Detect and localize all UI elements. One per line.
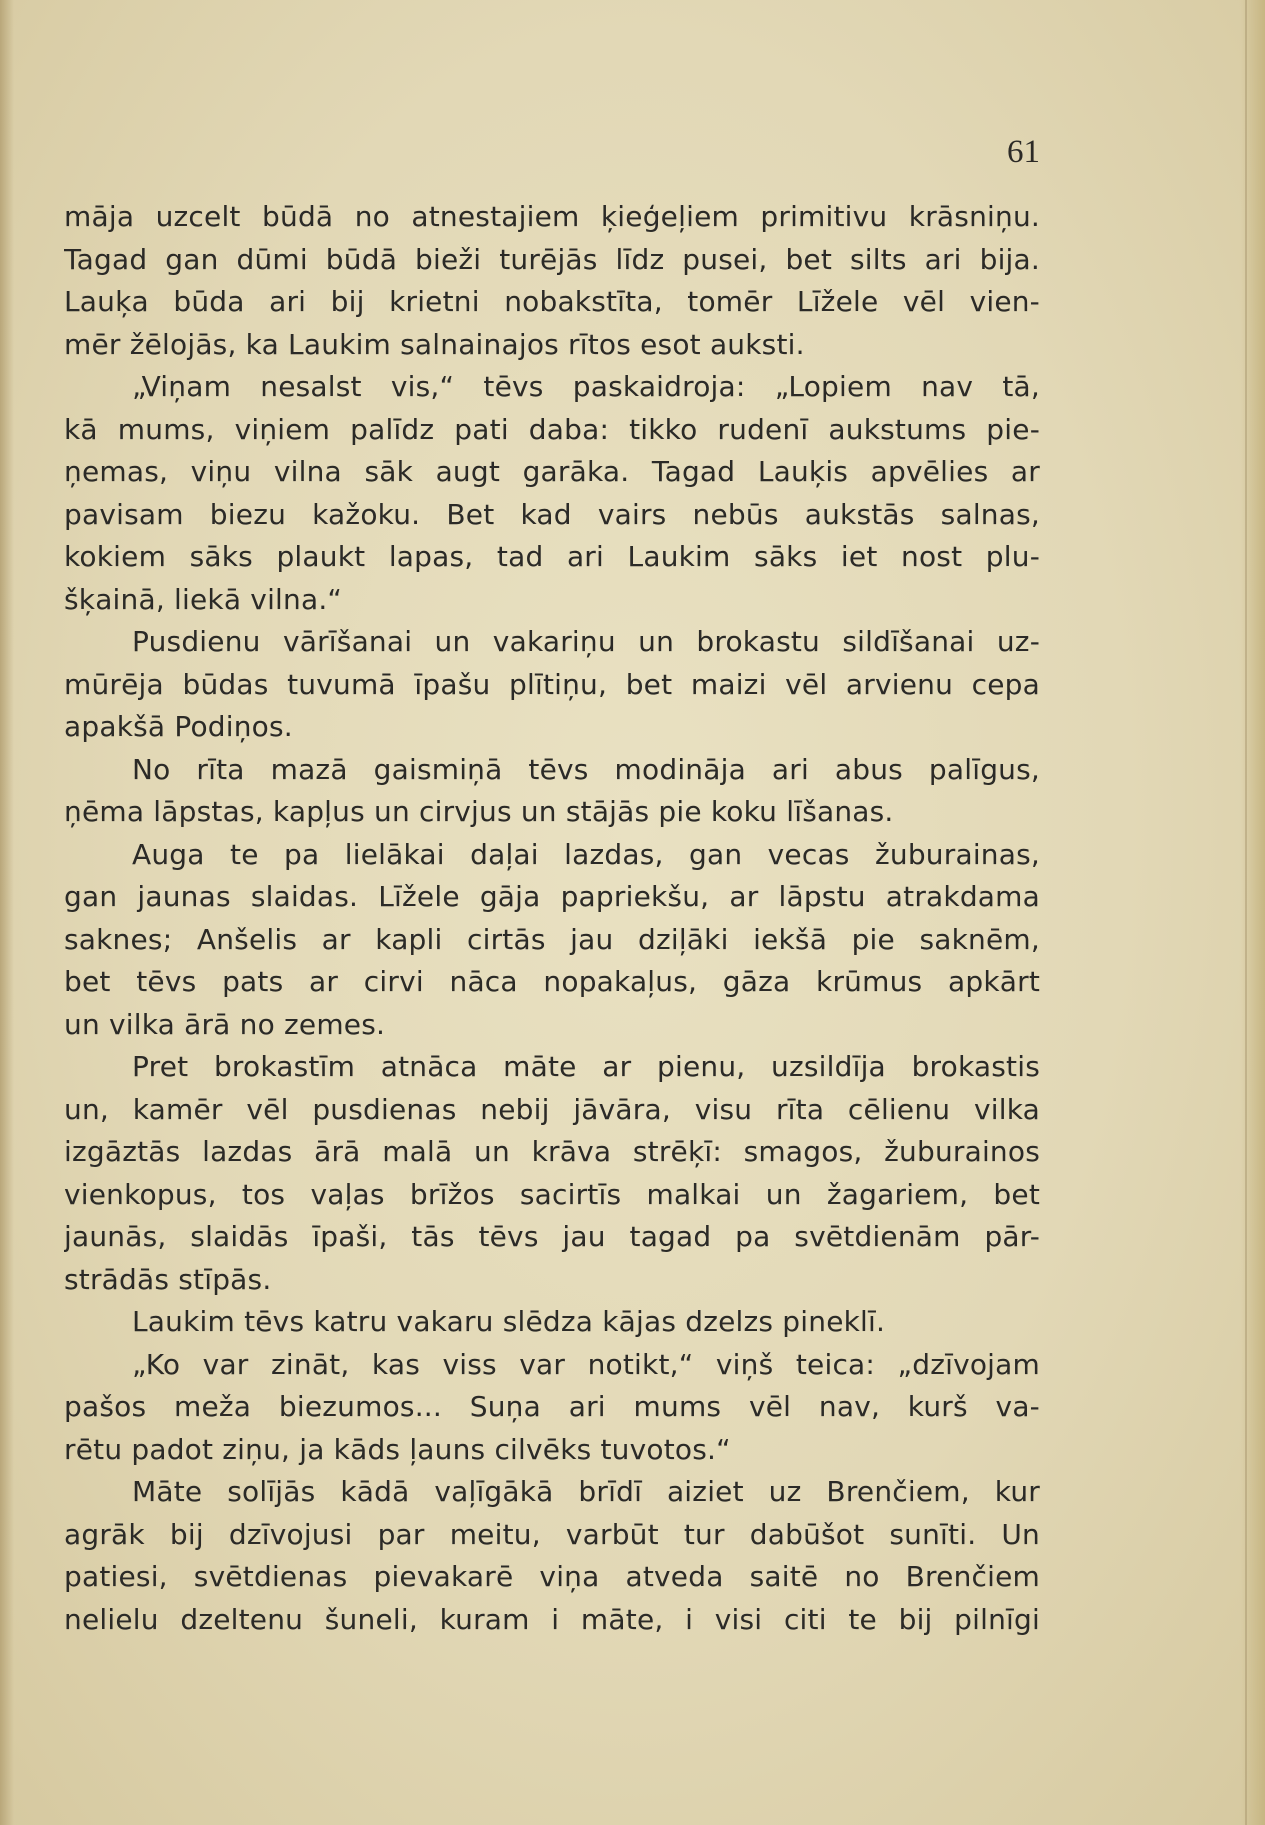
text-line: agrāk bij dzīvojusi par meitu, varbūt tur dabūšot sunīti. Un: [64, 1517, 1040, 1551]
text-line: pavisam biezu kažoku. Bet kad vairs nebūs aukstās salnas,: [64, 497, 1040, 531]
text-line: kā mums, viņiem palīdz pati daba: tikko rudenī aukstums pie-: [64, 412, 1040, 446]
text-line: Pret brokastīm atnāca māte ar pienu, uzsildīja brokastis: [132, 1050, 1040, 1083]
text-line: ņemas, viņu vilna sāk augt garāka. Tagad Lauķis apvēlies ar: [64, 455, 1040, 488]
text-line: gan jaunas slaidas. Līžele gāja papriekšu, ar lāpstu atrakdama: [64, 880, 1040, 913]
text-line: ņēma lāpstas, kapļus un cirvjus un stājās pie koku līšanas.: [64, 795, 894, 828]
text-line: Pusdienu vārīšanai un vakariņu un brokastu sildīšanai uz-: [132, 625, 1040, 658]
text-line: apakšā Podiņos.: [64, 710, 293, 743]
text-line: māja uzcelt būdā no atnestajiem ķieģeļiem primitivu krāsniņu.: [64, 200, 1040, 233]
text-line: jaunās, slaidās īpaši, tās tēvs jau tagad pa svētdienām pār-: [64, 1220, 1040, 1253]
text-line: „Ko var zināt, kas viss var notikt,“ viņš teica: „dzīvojam: [132, 1347, 1040, 1381]
text-line: šķainā, liekā vilna.“: [64, 582, 343, 616]
text-line: Tagad gan dūmi būdā bieži turējās līdz pusei, bet silts ari bija.: [64, 242, 1040, 276]
text-line: Auga te pa lielākai daļai lazdas, gan vecas žuburainas,: [132, 837, 1040, 871]
text-line: vienkopus, tos vaļas brīžos sacirtīs malkai un žagariem, bet: [64, 1177, 1040, 1211]
text-line: mēr žēlojās, ka Laukim salnainajos rītos esot auksti.: [64, 327, 805, 361]
page-left-edge-shadow: [0, 0, 14, 1825]
text-line: strādās stīpās.: [64, 1262, 272, 1296]
text-line: un vilka ārā no zemes.: [64, 1007, 386, 1041]
text-line: kokiem sāks plaukt lapas, tad ari Laukim sāks iet nost plu-: [64, 540, 1040, 573]
text-line: un, kamēr vēl pusdienas nebij jāvāra, visu rīta cēlienu vilka: [64, 1092, 1040, 1126]
text-line: nelielu dzeltenu šuneli, kuram i māte, i visi citi te bij pilnīgi: [64, 1602, 1040, 1636]
page-fold-line: [1245, 0, 1247, 1825]
body-text: [64, 196, 1040, 1641]
page-number: 61: [1007, 134, 1040, 170]
text-line: rētu padot ziņu, ja kāds ļauns cilvēks tuvotos.“: [64, 1432, 731, 1466]
text-line: izgāztās lazdas ārā malā un krāva strēķī: smagos, žuburainos: [64, 1135, 1040, 1168]
text-line: Lauķa būda ari bij krietni nobakstīta, tomēr Līžele vēl vien-: [64, 285, 1040, 318]
text-line: Laukim tēvs katru vakaru slēdza kājas dzelzs pineklī.: [132, 1305, 886, 1338]
text-line: patiesi, svētdienas pievakarē viņa atveda saitē no Brenčiem: [64, 1560, 1040, 1593]
text-line: „Viņam nesalst vis,“ tēvs paskaidroja: „Lopiem nav tā,: [132, 370, 1040, 403]
text-line: saknes; Anšelis ar kapli cirtās jau dziļāki iekšā pie saknēm,: [64, 922, 1040, 956]
text-line: pašos meža biezumos... Suņa ari mums vēl nav, kurš va-: [64, 1390, 1040, 1423]
text-line: bet tēvs pats ar cirvi nāca nopakaļus, gāza krūmus apkārt: [64, 965, 1040, 998]
text-line: mūrēja būdas tuvumā īpašu plītiņu, bet maizi vēl arvienu cepa: [64, 667, 1040, 701]
text-line: No rīta mazā gaismiņā tēvs modināja ari abus palīgus,: [132, 752, 1040, 786]
text-line: Māte solījās kādā vaļīgākā brīdī aiziet uz Brenčiem, kur: [132, 1475, 1040, 1508]
